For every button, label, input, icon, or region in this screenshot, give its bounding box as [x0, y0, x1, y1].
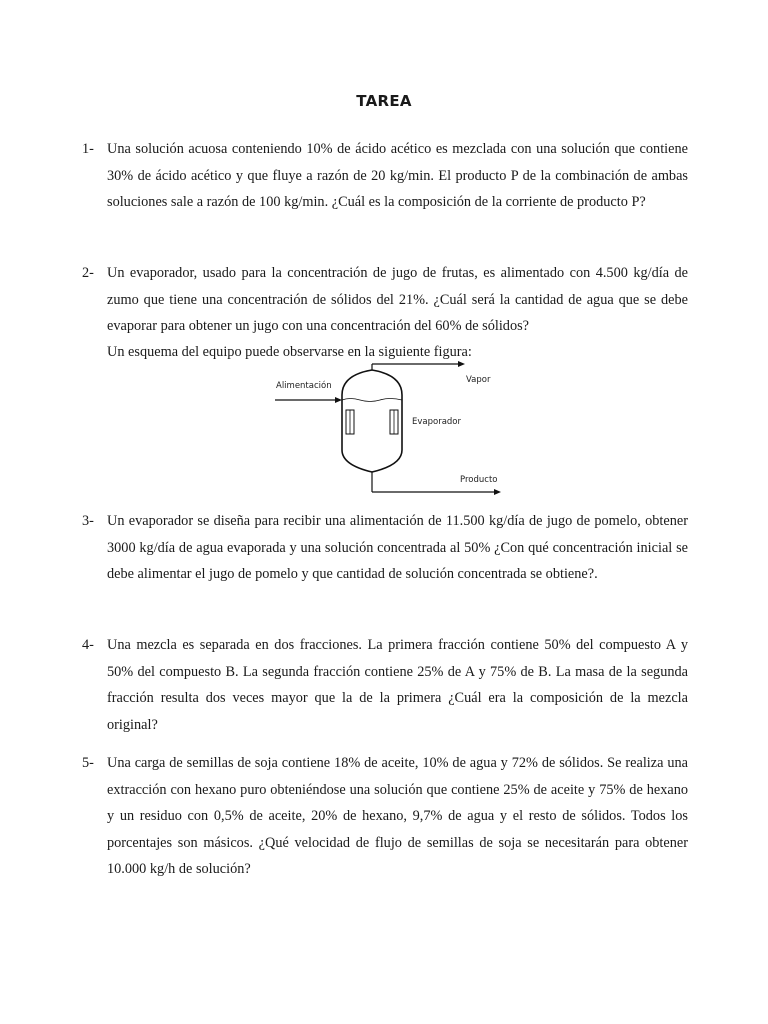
liquid-level	[342, 399, 402, 402]
evaporator-diagram	[270, 360, 510, 500]
problem-number: 1-	[82, 141, 94, 157]
problem-text: Una solución acuosa conteniendo 10% de ácido acético es mezclada con una solución que contiene 30% de ácido acético y que fluye a razón de 20 kg/min. El producto P de la combinación de ambas soluciones sale a razón de 100 kg/min. ¿Cuál es la composición de la corriente de producto P?	[107, 141, 688, 210]
feed-label: Alimentación	[276, 381, 332, 391]
problem-text: Una mezcla es separada en dos fracciones. La primera fracción contiene 50% del compuesto A y 50% del compuesto B. La segunda fracción contiene 25% de A y 75% de B. La masa de la segunda fracción resulta dos veces mayor que la de la primera ¿Cuál era la composición de la mezcla original?	[107, 637, 688, 733]
problem-text: Una carga de semillas de soja contiene 18% de aceite, 10% de agua y 72% de sólidos. Se realiza una extracción con hexano puro obteniéndose una solución que contiene 25% de aceite y 75% de hexano y un residuo con 0,5% de aceite, 20% de hexano, 9,7% de agua y el resto de sólidos. Todos los porcentajes son másicos. ¿Qué velocidad de flujo de semillas de soja se necesitarán para obtener 10.000 kg/h de solución?	[107, 755, 688, 877]
vapor-label: Vapor	[466, 375, 491, 385]
problem-text: Un evaporador, usado para la concentración de jugo de frutas, es alimentado con 4.500 kg/día de zumo que tiene una concentración de sólidos del 21%. ¿Cuál será la cantidad de agua que se debe evaporar para obtener un jugo con una concentración del 60% de sólidos?	[107, 265, 688, 334]
problem-number: 3-	[82, 513, 94, 529]
problem-number: 5-	[82, 755, 94, 771]
problem-text: Un evaporador se diseña para recibir una alimentación de 11.500 kg/día de jugo de pomelo, obtener 3000 kg/día de agua evaporada y una solución concentrada al 50% ¿Con qué concentración inicial se debe alimentar el jugo de pomelo y que cantidad de solución concentrada se obtiene?.	[107, 513, 688, 582]
figure-intro: Un esquema del equipo puede observarse en la siguiente figura:	[107, 344, 472, 360]
problem-number: 2-	[82, 265, 94, 281]
page-title: TAREA	[356, 92, 412, 110]
problem-number: 4-	[82, 637, 94, 653]
product-label: Producto	[460, 475, 498, 485]
evaporator-vessel	[342, 370, 402, 472]
evaporator-label: Evaporador	[412, 417, 461, 427]
